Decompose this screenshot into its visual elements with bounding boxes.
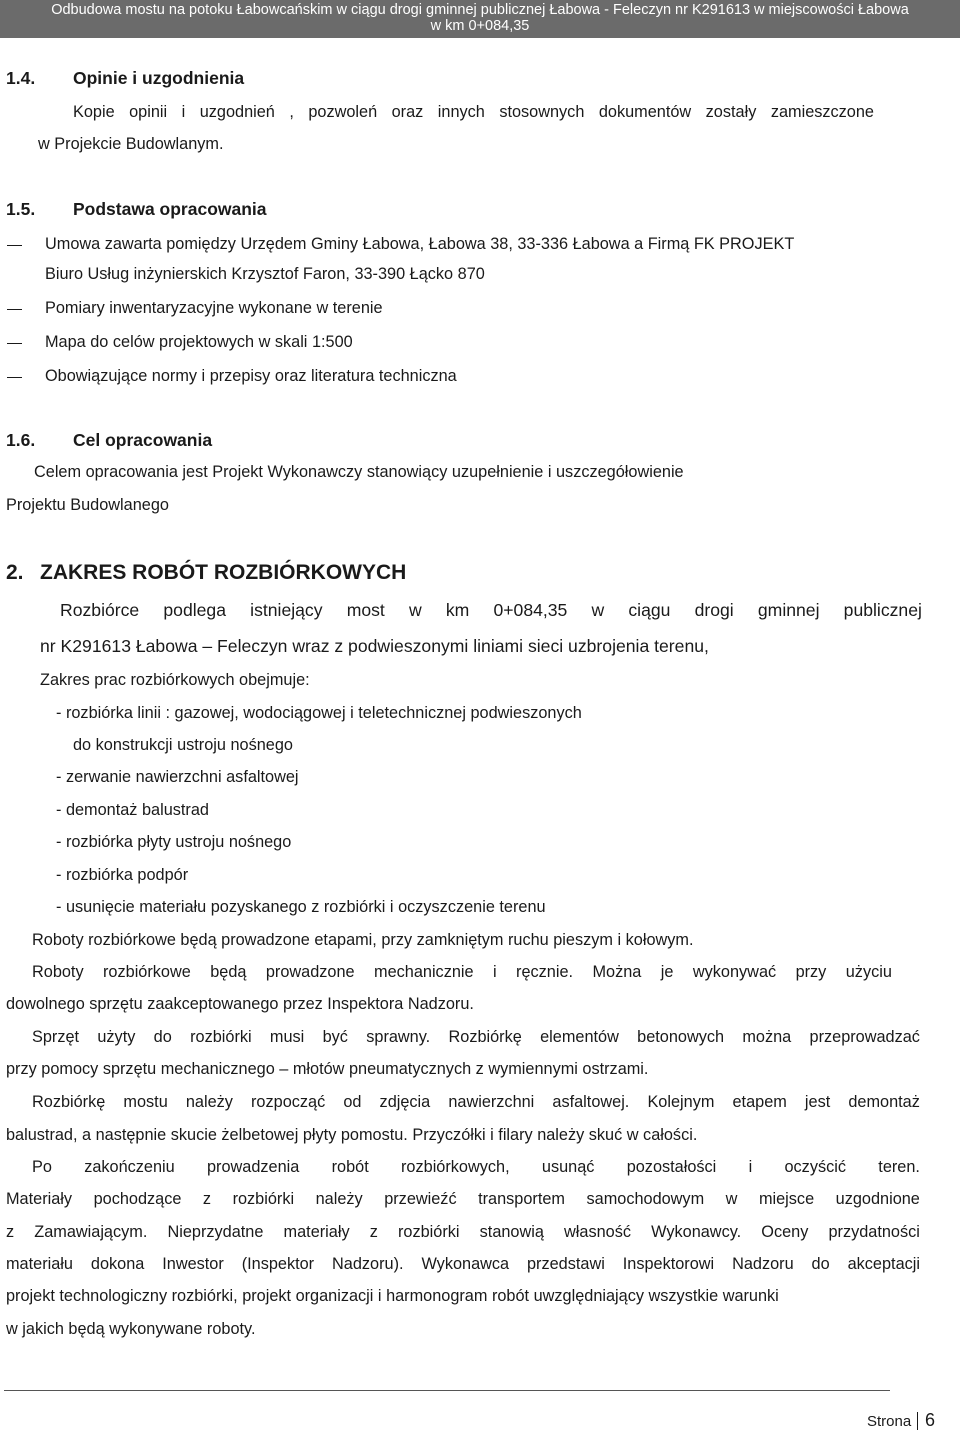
work-item-deck-slab: - rozbiórka płyty ustroju nośnego: [56, 833, 292, 851]
section-2-intro-line1: Rozbiórce podlega istniejący most w km 0+084,35 w ciągu drogi gminnej publicznej: [60, 600, 922, 620]
footer-separator: [917, 1412, 918, 1430]
paragraph-completion-line5: projekt technologiczny rozbiórki, projekt organizacji i harmonogram robót uwzględniający wszystkie warunki: [6, 1287, 779, 1305]
section-1-4-text-line2: w Projekcie Budowlanym.: [38, 135, 224, 153]
work-item-asphalt: - zerwanie nawierzchni asfaltowej: [56, 768, 299, 786]
section-1-4-number: 1.4.: [6, 68, 36, 88]
header-title-line1: Odbudowa mostu na potoku Łabowcańskim w ciągu drogi gminnej publicznej Łabowa - Feleczyn nr K291613 w miejscowości Łabowa: [51, 2, 909, 18]
section-2-intro-line2: nr K291613 Łabowa – Feleczyn wraz z podwieszonymi liniami sieci uzbrojenia terenu,: [40, 636, 709, 656]
section-1-6-text-line2: Projektu Budowlanego: [6, 496, 169, 514]
header-title-line2: w km 0+084,35: [430, 18, 530, 34]
footer-page-number: 6: [925, 1410, 936, 1430]
section-1-4-title: Opinie i uzgodnienia: [73, 68, 245, 88]
footer-page-label: Strona: [867, 1413, 912, 1430]
basis-item-measurements: Pomiary inwentaryzacyjne wykonane w terenie: [45, 299, 383, 317]
paragraph-stages: Roboty rozbiórkowe będą prowadzone etapami, przy zamkniętym ruchu pieszym i kołowym.: [32, 931, 694, 949]
basis-item-contract-line1: Umowa zawarta pomiędzy Urzędem Gminy Łabowa, Łabowa 38, 33-336 Łabowa a Firmą FK PROJEKT: [45, 235, 795, 253]
paragraph-sequence-line1: Rozbiórkę mostu należy rozpocząć od zdjęcia nawierzchni asfaltowej. Kolejnym etapem jest demontaż: [32, 1093, 920, 1111]
paragraph-completion-line2: Materiały pochodzące z rozbiórki należy przewieźć transportem samochodowym w miejsce uzgodnione: [6, 1190, 920, 1208]
paragraph-methods-line2: dowolnego sprzętu zaakceptowanego przez Inspektora Nadzoru.: [6, 995, 474, 1013]
basis-item-norms: Obowiązujące normy i przepisy oraz literatura techniczna: [45, 367, 457, 385]
list-dash: [7, 309, 22, 310]
footer-divider: [4, 1390, 890, 1391]
work-item-lines-removal-cont: do konstrukcji ustroju nośnego: [73, 736, 293, 754]
section-1-5-number: 1.5.: [6, 199, 36, 219]
section-1-4-text-line1: Kopie opinii i uzgodnień , pozwoleń oraz innych stosownych dokumentów zostały zamieszczone: [73, 103, 874, 121]
work-item-supports: - rozbiórka podpór: [56, 866, 189, 884]
paragraph-methods-line1: Roboty rozbiórkowe będą prowadzone mechanicznie i ręcznie. Można je wykonywać przy użyciu: [32, 963, 892, 981]
section-2-title: ZAKRES ROBÓT ROZBIÓRKOWYCH: [40, 561, 407, 584]
section-1-6-number: 1.6.: [6, 430, 36, 450]
work-item-railings: - demontaż balustrad: [56, 801, 209, 819]
section-1-5-title: Podstawa opracowania: [73, 199, 267, 219]
work-item-lines-removal: - rozbiórka linii : gazowej, wodociągowej i teletechnicznej podwieszonych: [56, 704, 582, 722]
document-header: [0, 0, 960, 38]
paragraph-equipment-line2: przy pomocy sprzętu mechanicznego – młotów pneumatycznych z wymiennymi ostrzami.: [6, 1060, 649, 1078]
paragraph-completion-line1: Po zakończeniu prowadzenia robót rozbiórkowych, usunąć pozostałości i oczyścić teren.: [32, 1158, 920, 1176]
list-dash: [7, 245, 22, 246]
basis-item-contract-line2: Biuro Usług inżynierskich Krzysztof Faron, 33-390 Łącko 870: [45, 265, 485, 283]
paragraph-sequence-line2: balustrad, a następnie skucie żelbetowej płyty pomostu. Przyczółki i filary należy skuć w całości.: [6, 1126, 698, 1144]
basis-item-map: Mapa do celów projektowych w skali 1:500: [45, 333, 353, 351]
section-1-6-text-line1: Celem opracowania jest Projekt Wykonawczy stanowiący uzupełnienie i uszczegółowienie: [34, 463, 684, 481]
paragraph-completion-line6: w jakich będą wykonywane roboty.: [6, 1320, 256, 1338]
section-2-number: 2.: [6, 561, 24, 584]
paragraph-completion-line3: z Zamawiającym. Nieprzydatne materiały z rozbiórki stanowią własność Wykonawcy. Oceny przydatności: [6, 1223, 920, 1241]
section-1-6-title: Cel opracowania: [73, 430, 213, 450]
list-dash: [7, 377, 22, 378]
scope-heading: Zakres prac rozbiórkowych obejmuje:: [40, 671, 310, 689]
list-dash: [7, 343, 22, 344]
work-item-cleanup: - usunięcie materiału pozyskanego z rozbiórki i oczyszczenie terenu: [56, 898, 546, 916]
paragraph-completion-line4: materiału dokona Inwestor (Inspektor Nadzoru). Wykonawca przedstawi Inspektorowi Nadzoru do akceptacji: [6, 1255, 920, 1273]
paragraph-equipment-line1: Sprzęt użyty do rozbiórki musi być sprawny. Rozbiórkę elementów betonowych można przeprowadzać: [32, 1028, 920, 1046]
